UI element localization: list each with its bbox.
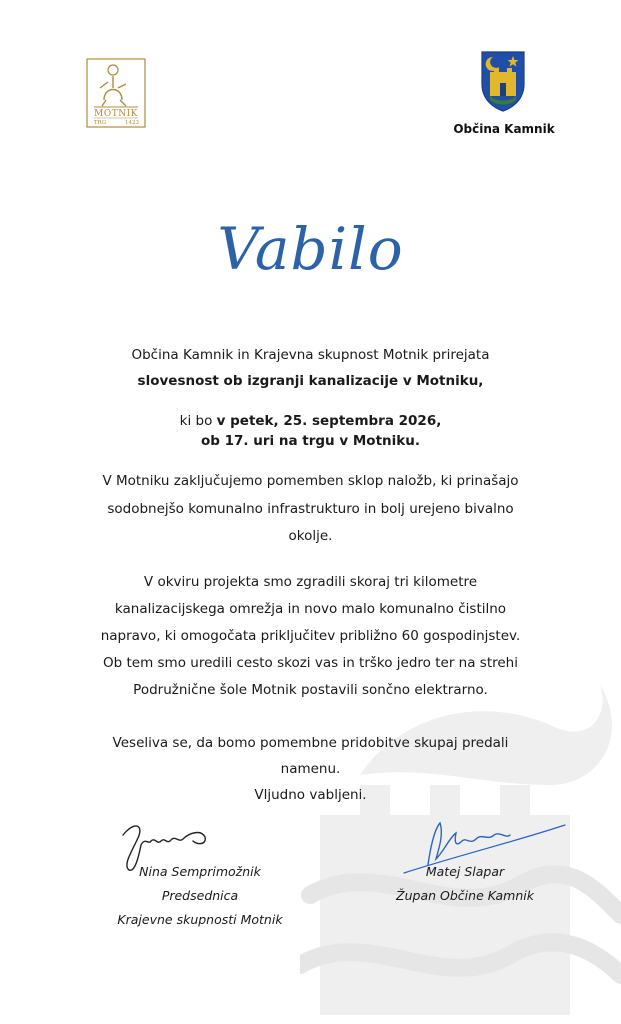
intro-line: Občina Kamnik in Krajevna skupnost Motnik prirejata: [131, 347, 490, 363]
paragraph-1-line: V Motniku zaključujemo pomemben sklop naložb, ki prinašajo: [102, 473, 519, 489]
svg-text:TRG: TRG: [93, 120, 107, 126]
invitation-title: Vabilo: [217, 215, 404, 283]
closing-line: Vljudno vabljeni.: [254, 787, 367, 803]
paragraph-2-line: Podružnične šole Motnik postavili sončno elektrarno.: [133, 682, 488, 698]
signer-org-left: Krajevne skupnosti Motnik: [117, 912, 283, 927]
motnik-logo-text: MOTNIK: [94, 109, 138, 119]
signature-block-right: [350, 860, 580, 908]
signer-role-left: Predsednica: [161, 888, 239, 903]
paragraph-1-line: okolje.: [288, 528, 333, 544]
signer-role-right: Župan Občine Kamnik: [396, 888, 534, 903]
paragraph-1-line: sodobnejšo komunalno infrastrukturo in bolj urejeno bivalno: [107, 501, 514, 517]
paragraph-2-line: Ob tem smo uredili cesto skozi vas in trško jedro ter na strehi: [103, 655, 518, 671]
event-time-place: ob 17. uri na trgu v Motniku.: [201, 433, 420, 449]
signature-block-left: [70, 860, 330, 932]
signer-name-right: Matej Slapar: [425, 864, 505, 879]
paragraph-2-line: napravo, ki omogočata priključitev približno 60 gospodinjstev.: [100, 628, 521, 644]
closing-line: Veseliva se, da bomo pomembne pridobitve skupaj predali: [112, 735, 509, 751]
date-prefix: ki bo: [179, 413, 217, 429]
paragraph-2-line: kanalizacijskega omrežja in novo malo komunalno čistilno: [114, 601, 507, 617]
event-name: slovesnost ob izgranji kanalizacije v Motniku,: [137, 373, 484, 389]
svg-text:1423: 1423: [125, 120, 139, 126]
obcina-kamnik-label: Občina Kamnik: [453, 122, 555, 136]
closing-line: namenu.: [280, 761, 341, 777]
kamnik-crest-icon: [480, 50, 526, 112]
motnik-logo: [86, 58, 146, 128]
paragraph-2-line: V okviru projekta smo zgradili skoraj tri kilometre: [143, 574, 478, 590]
signer-name-left: Nina Semprimožnik: [139, 864, 261, 879]
event-date: v petek, 25. septembra 2026,: [216, 413, 442, 429]
